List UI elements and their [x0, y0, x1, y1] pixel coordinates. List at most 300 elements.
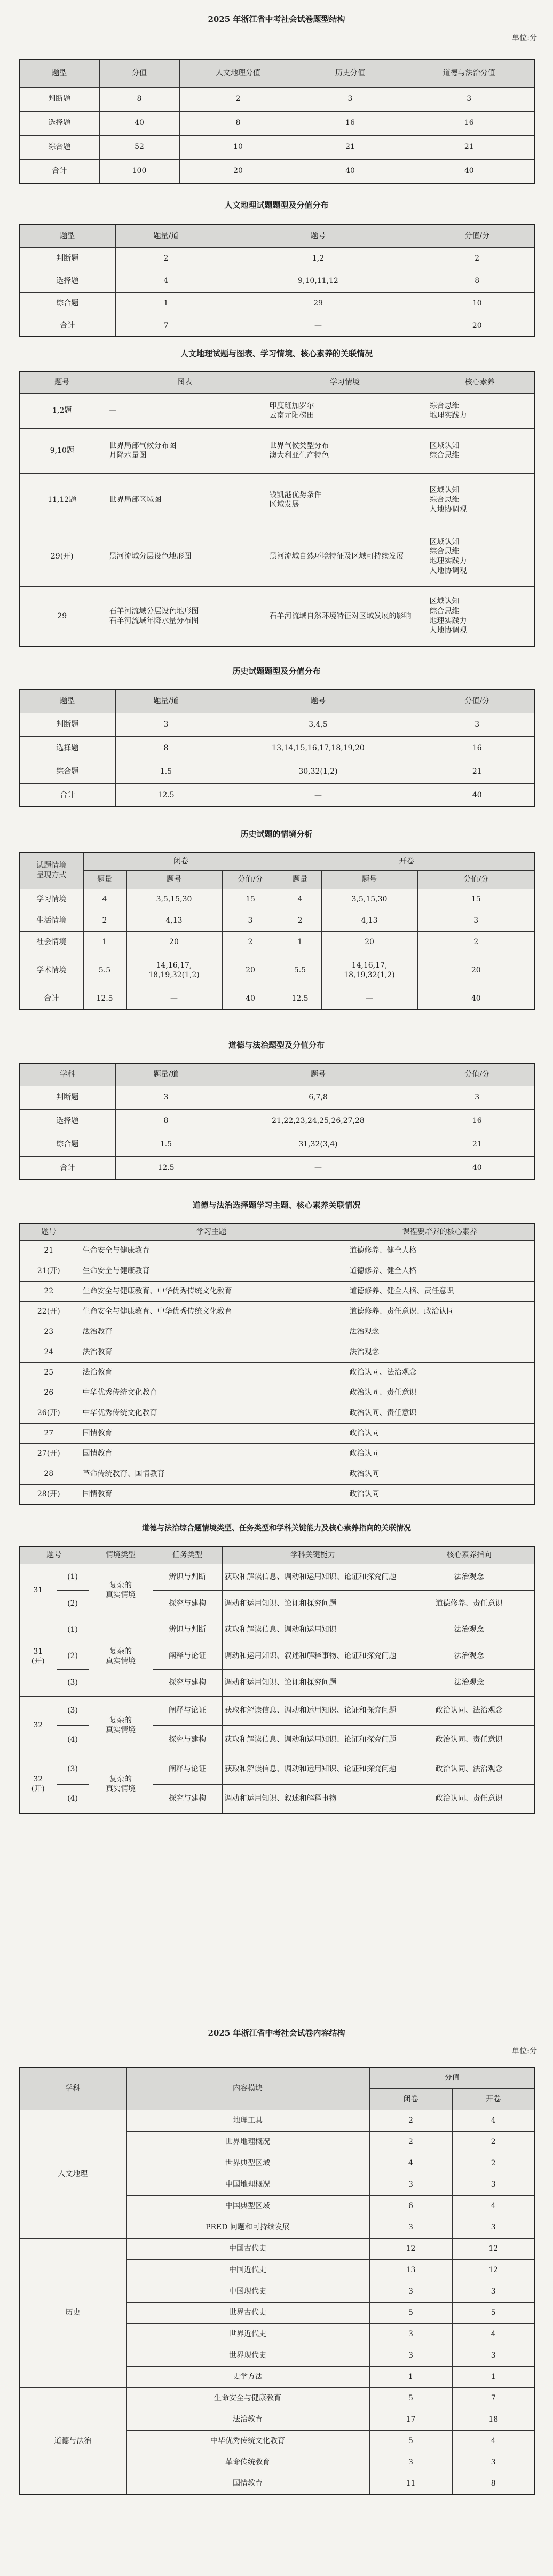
table-row [19, 315, 535, 337]
key-ability: 获取和解读信息、调动和运用知识、论证和探究问题 [222, 1564, 404, 1590]
score-cell: 2 [420, 247, 535, 270]
table-row [19, 1403, 535, 1423]
table-row [19, 393, 535, 428]
header-cell: 试题情境 呈现方式 [19, 852, 83, 889]
context-type: 复杂的 真实情境 [89, 1617, 153, 1696]
header-cell: 分值/分 [420, 689, 535, 713]
chart-cell: 黑河流域分层设色地形图 [105, 527, 265, 586]
module-cell: 地理工具 [126, 2110, 369, 2131]
literacy-cell: 综合思维 地理实践力 [425, 393, 535, 428]
table-row [19, 111, 535, 135]
number-cell: 22 [19, 1281, 78, 1301]
literacy-cell: 道德修养、健全人格 [345, 1261, 535, 1281]
sub-question: (2) [57, 1643, 89, 1669]
question-31-open: 31 (开) [19, 1617, 57, 1696]
table-row [19, 783, 535, 807]
header-cell: 题量/道 [115, 1063, 217, 1086]
closed-score-cell: 3 [369, 2345, 452, 2366]
number-cell: 27 [19, 1423, 78, 1443]
score-cell: 3 [420, 713, 535, 736]
count-cell: 12.5 [279, 988, 321, 1009]
table-row [19, 1086, 535, 1109]
topic-cell: 生命安全与健康教育、中华优秀传统文化教育 [78, 1301, 345, 1322]
number-cell: 25 [19, 1362, 78, 1383]
header-cell: 学习情境 [265, 372, 425, 393]
count-cell: 1.5 [115, 1133, 217, 1156]
chart-cell: 世界局部气候分布图 月降水量图 [105, 428, 265, 473]
number-cell: 29 [19, 586, 105, 646]
key-ability: 调动和运用知识、叙述和解释事物 [222, 1784, 404, 1813]
header-cell: 题号 [19, 372, 105, 393]
table-row [19, 1281, 535, 1301]
context-cell: 印度班加罗尔 云南元阳梯田 [265, 393, 425, 428]
task-type: 探究与建构 [153, 1725, 222, 1755]
core-literacy: 政治认同、责任意识 [404, 1784, 535, 1813]
closed-score-cell: 6 [369, 2195, 452, 2217]
context-cell: 学术情境 [19, 953, 83, 988]
closed-score-cell: 1 [369, 2366, 452, 2387]
number-cell: — [217, 783, 420, 807]
literacy-cell: 区域认知 综合思维 [425, 428, 535, 473]
type-cell: 判断题 [19, 713, 115, 736]
question-32: 32 [19, 1696, 57, 1755]
open-score-cell: 2 [452, 2153, 535, 2174]
number-cell: 23 [19, 1322, 78, 1342]
closed-score-cell: 13 [369, 2259, 452, 2281]
score-cell: 2 [417, 931, 535, 953]
table-row [19, 2238, 535, 2259]
number-cell: 3,5,15,30 [321, 889, 417, 910]
header-cell: 闭卷 [369, 2088, 452, 2110]
module-cell: 中华优秀传统文化教育 [126, 2430, 369, 2452]
number-cell: 1,2题 [19, 393, 105, 428]
number-cell: 14,16,17, 18,19,32(1,2) [126, 953, 222, 988]
score-cell: 21 [420, 1133, 535, 1156]
number-cell: 28(开) [19, 1484, 78, 1504]
header-open: 开卷 [279, 852, 535, 870]
context-cell: 钱凯港优势条件 区域发展 [265, 473, 425, 527]
score-cell: 10 [420, 292, 535, 315]
table-row [19, 292, 535, 315]
closed-score-cell: 2 [369, 2110, 452, 2131]
header-cell: 学科 [19, 2067, 126, 2110]
count-cell: 3 [115, 1086, 217, 1109]
header-cell: 分值 [369, 2067, 535, 2088]
header-cell: 分值 [99, 59, 179, 87]
table-row [19, 1383, 535, 1403]
count-cell: 4 [115, 270, 217, 292]
number-cell: 29(开) [19, 527, 105, 586]
score-cell: 15 [222, 889, 279, 910]
history-score-cell: 40 [297, 159, 404, 183]
header-cell: 题号 [19, 1546, 89, 1564]
count-cell: 2 [279, 910, 321, 931]
header-closed: 闭卷 [83, 852, 279, 870]
closed-score-cell: 3 [369, 2174, 452, 2195]
task-type: 探究与建构 [153, 1590, 222, 1617]
topic-cell: 国情教育 [78, 1423, 345, 1443]
number-cell: 28 [19, 1464, 78, 1484]
type-cell: 合计 [19, 159, 99, 183]
open-score-cell: 4 [452, 2323, 535, 2345]
literacy-cell: 政治认同 [345, 1443, 535, 1464]
question-32-open: 32 (开) [19, 1755, 57, 1813]
context-type: 复杂的 真实情境 [89, 1696, 153, 1755]
literacy-cell: 道德修养、责任意识、政治认同 [345, 1301, 535, 1322]
score-cell: 20 [420, 315, 535, 337]
header-cell: 题号 [19, 1223, 78, 1240]
number-cell: 9,10,11,12 [217, 270, 420, 292]
table-row [19, 135, 535, 159]
literacy-cell: 法治观念 [345, 1342, 535, 1362]
header-cell: 题号 [217, 225, 420, 247]
title-morality-comprehensive: 道德与法治综合题情境类型、任务类型和学科关键能力及核心素养指向的关联情况 [142, 1524, 411, 1533]
count-cell: 1 [279, 931, 321, 953]
table-history-types [19, 689, 535, 807]
table-row [19, 270, 535, 292]
number-cell: 27(开) [19, 1443, 78, 1464]
header-cell: 分值/分 [420, 225, 535, 247]
header-cell: 题号 [321, 870, 417, 889]
number-cell: 26 [19, 1383, 78, 1403]
number-cell: 22(开) [19, 1301, 78, 1322]
subject-geography: 人文地理 [19, 2110, 126, 2238]
key-ability: 获取和解读信息、调动和运用知识、论证和探究问题 [222, 1696, 404, 1725]
open-score-cell: 12 [452, 2259, 535, 2281]
history-score-cell: 16 [297, 111, 404, 135]
literacy-cell: 政治认同 [345, 1484, 535, 1504]
closed-score-cell: 3 [369, 2281, 452, 2302]
count-cell: 4 [83, 889, 126, 910]
table-row [19, 87, 535, 111]
sub-question: (3) [57, 1755, 89, 1784]
table-row [19, 473, 535, 527]
type-cell: 判断题 [19, 1086, 115, 1109]
open-score-cell: 1 [452, 2366, 535, 2387]
number-cell: 31,32(3,4) [217, 1133, 420, 1156]
header-cell: 题量 [83, 870, 126, 889]
module-cell: 革命传统教育 [126, 2452, 369, 2473]
task-type: 辨识与判断 [153, 1617, 222, 1643]
literacy-cell: 道德修养、健全人格、责任意识 [345, 1281, 535, 1301]
score-cell: 3 [420, 1086, 535, 1109]
score-cell: 21 [420, 760, 535, 783]
number-cell: 4,13 [321, 910, 417, 931]
table-row [19, 1109, 535, 1133]
number-cell: — [126, 988, 222, 1009]
unit-label: 单位:分 [512, 34, 537, 42]
closed-score-cell: 3 [369, 2452, 452, 2473]
number-cell: 24 [19, 1342, 78, 1362]
topic-cell: 生命安全与健康教育、中华优秀传统文化教育 [78, 1281, 345, 1301]
chart-cell: 世界局部区域图 [105, 473, 265, 527]
header-cell: 题号 [126, 870, 222, 889]
table-row [19, 1484, 535, 1504]
number-cell: 21 [19, 1240, 78, 1261]
topic-cell: 中华优秀传统文化教育 [78, 1383, 345, 1403]
context-cell: 世界气候类型分布 澳大利亚生产特色 [265, 428, 425, 473]
score-cell: 8 [99, 87, 179, 111]
question-31: 31 [19, 1564, 57, 1617]
sub-question: (3) [57, 1669, 89, 1696]
table-row [19, 1133, 535, 1156]
count-cell: 3 [115, 713, 217, 736]
type-cell: 判断题 [19, 87, 99, 111]
header-cell: 分值/分 [420, 1063, 535, 1086]
context-cell: 合计 [19, 988, 83, 1009]
key-ability: 调动和运用知识、论证和探究问题 [222, 1669, 404, 1696]
closed-score-cell: 2 [369, 2131, 452, 2153]
open-score-cell: 3 [452, 2281, 535, 2302]
number-cell: — [217, 1156, 420, 1180]
header-cell: 学科 [19, 1063, 115, 1086]
header-cell: 学习主题 [78, 1223, 345, 1240]
literacy-cell: 区域认知 综合思维 地理实践力 人地协调观 [425, 586, 535, 646]
table-row [19, 1322, 535, 1342]
table-geo-types [19, 224, 535, 337]
count-cell: 2 [115, 247, 217, 270]
score-cell: 100 [99, 159, 179, 183]
number-cell: 30,32(1,2) [217, 760, 420, 783]
module-cell: 中国地理概况 [126, 2174, 369, 2195]
header-cell: 题量/道 [115, 225, 217, 247]
table-row [19, 1362, 535, 1383]
module-cell: 世界近代史 [126, 2323, 369, 2345]
context-type: 复杂的 真实情境 [89, 1564, 153, 1617]
closed-score-cell: 5 [369, 2430, 452, 2452]
module-cell: 国情教育 [126, 2473, 369, 2494]
score-cell: 16 [420, 736, 535, 760]
count-cell: 5.5 [279, 953, 321, 988]
header-cell: 图表 [105, 372, 265, 393]
header-cell: 情境类型 [89, 1546, 153, 1564]
header-cell: 开卷 [452, 2088, 535, 2110]
table-row [19, 1443, 535, 1464]
type-cell: 合计 [19, 783, 115, 807]
open-score-cell: 4 [452, 2110, 535, 2131]
closed-score-cell: 3 [369, 2217, 452, 2238]
count-cell: 2 [83, 910, 126, 931]
table-row [19, 247, 535, 270]
open-score-cell: 12 [452, 2238, 535, 2259]
number-cell: — [217, 315, 420, 337]
history-score-cell: 3 [297, 87, 404, 111]
chart-cell: — [105, 393, 265, 428]
module-cell: 法治教育 [126, 2409, 369, 2430]
type-cell: 判断题 [19, 247, 115, 270]
subject-history: 历史 [19, 2238, 126, 2387]
task-type: 阐释与论证 [153, 1755, 222, 1784]
task-type: 阐释与论证 [153, 1643, 222, 1669]
number-cell: 20 [321, 931, 417, 953]
table-row [19, 931, 535, 953]
closed-score-cell: 17 [369, 2409, 452, 2430]
table-morality-choice [19, 1223, 535, 1505]
title-morality-types: 道德与法治题型及分值分布 [228, 1040, 325, 1050]
header-cell: 历史分值 [297, 59, 404, 87]
number-cell: 4,13 [126, 910, 222, 931]
type-cell: 综合题 [19, 760, 115, 783]
topic-cell: 生命安全与健康教育 [78, 1261, 345, 1281]
open-score-cell: 2 [452, 2131, 535, 2153]
topic-cell: 国情教育 [78, 1443, 345, 1464]
score-cell: 3 [222, 910, 279, 931]
title-history-context: 历史试题的情境分析 [240, 829, 313, 839]
number-cell: 13,14,15,16,17,18,19,20 [217, 736, 420, 760]
table-row [19, 1342, 535, 1362]
number-cell: 9,10题 [19, 428, 105, 473]
literacy-cell: 区域认知 综合思维 人地协调观 [425, 473, 535, 527]
number-cell: 21,22,23,24,25,26,27,28 [217, 1109, 420, 1133]
type-cell: 选择题 [19, 111, 99, 135]
open-score-cell: 18 [452, 2409, 535, 2430]
literacy-cell: 区域认知 综合思维 地理实践力 人地协调观 [425, 527, 535, 586]
sub-question: (2) [57, 1590, 89, 1617]
title-history-types: 历史试题题型及分值分布 [232, 666, 321, 676]
table-exam-structure [19, 59, 535, 184]
literacy-cell: 政治认同 [345, 1464, 535, 1484]
score-cell: 8 [420, 270, 535, 292]
number-cell: 26(开) [19, 1403, 78, 1423]
sub-question: (3) [57, 1696, 89, 1725]
number-cell: 3,5,15,30 [126, 889, 222, 910]
number-cell: 3,4,5 [217, 713, 420, 736]
topic-cell: 法治教育 [78, 1362, 345, 1383]
sub-question: (1) [57, 1564, 89, 1590]
table-row [19, 1464, 535, 1484]
chart-cell: 石羊河流域分层设色地形图 石羊河流域年降水量分布图 [105, 586, 265, 646]
title-exam-structure: 2025 年浙江省中考社会试卷题型结构 [208, 14, 345, 24]
type-cell: 综合题 [19, 1133, 115, 1156]
context-cell: 黑河流域自然环境特征及区域可持续发展 [265, 527, 425, 586]
open-score-cell: 3 [452, 2345, 535, 2366]
header-cell: 课程要培养的核心素养 [345, 1223, 535, 1240]
header-cell: 题号 [217, 689, 420, 713]
core-literacy: 道德修养、责任意识 [404, 1590, 535, 1617]
task-type: 阐释与论证 [153, 1696, 222, 1725]
closed-score-cell: 5 [369, 2302, 452, 2323]
history-score-cell: 21 [297, 135, 404, 159]
table-row [19, 1156, 535, 1180]
count-cell: 12.5 [115, 1156, 217, 1180]
title-content-structure: 2025 年浙江省中考社会试卷内容结构 [208, 2028, 345, 2038]
topic-cell: 法治教育 [78, 1322, 345, 1342]
morality-score-cell: 40 [404, 159, 535, 183]
header-cell: 题量 [279, 870, 321, 889]
table-row [19, 1261, 535, 1281]
module-cell: 中国古代史 [126, 2238, 369, 2259]
table-row [19, 159, 535, 183]
closed-score-cell: 11 [369, 2473, 452, 2494]
open-score-cell: 3 [452, 2452, 535, 2473]
score-cell: 15 [417, 889, 535, 910]
module-cell: 世界典型区域 [126, 2153, 369, 2174]
score-cell: 40 [99, 111, 179, 135]
table-row [19, 2110, 535, 2131]
context-cell: 学习情境 [19, 889, 83, 910]
header-cell: 核心素养 [425, 372, 535, 393]
key-ability: 调动和运用知识、叙述和解释事物、论证和探究问题 [222, 1643, 404, 1669]
key-ability: 获取和解读信息、调动和运用知识、论证和探究问题 [222, 1755, 404, 1784]
open-score-cell: 5 [452, 2302, 535, 2323]
number-cell: 29 [217, 292, 420, 315]
table-row [19, 1240, 535, 1261]
open-score-cell: 3 [452, 2217, 535, 2238]
module-cell: PRED 问题和可持续发展 [126, 2217, 369, 2238]
module-cell: 世界现代史 [126, 2345, 369, 2366]
type-cell: 选择题 [19, 736, 115, 760]
morality-score-cell: 21 [404, 135, 535, 159]
context-cell: 社会情境 [19, 931, 83, 953]
topic-cell: 国情教育 [78, 1484, 345, 1504]
count-cell: 12.5 [115, 783, 217, 807]
table-row [19, 760, 535, 783]
score-cell: 52 [99, 135, 179, 159]
core-literacy: 法治观念 [404, 1669, 535, 1696]
table-geo-relations [19, 371, 535, 647]
score-cell: 40 [420, 1156, 535, 1180]
context-cell: 石羊河流域自然环境特征对区域发展的影响 [265, 586, 425, 646]
score-cell: 3 [417, 910, 535, 931]
topic-cell: 法治教育 [78, 1342, 345, 1362]
table-row [19, 527, 535, 586]
sub-question: (1) [57, 1617, 89, 1643]
number-cell: 21(开) [19, 1261, 78, 1281]
type-cell: 选择题 [19, 1109, 115, 1133]
open-score-cell: 7 [452, 2387, 535, 2409]
module-cell: 中国典型区域 [126, 2195, 369, 2217]
key-ability: 获取和解读信息、调动和运用知识、论证和探究问题 [222, 1725, 404, 1755]
geo-score-cell: 20 [179, 159, 297, 183]
count-cell: 1.5 [115, 760, 217, 783]
table-row [19, 889, 535, 910]
number-cell: 11,12题 [19, 473, 105, 527]
subject-morality: 道德与法治 [19, 2387, 126, 2494]
count-cell: 1 [115, 292, 217, 315]
literacy-cell: 道德修养、健全人格 [345, 1240, 535, 1261]
header-cell: 内容模块 [126, 2067, 369, 2110]
topic-cell: 中华优秀传统文化教育 [78, 1403, 345, 1423]
morality-score-cell: 16 [404, 111, 535, 135]
sub-question: (4) [57, 1784, 89, 1813]
header-cell: 题量/道 [115, 689, 217, 713]
score-cell: 2 [222, 931, 279, 953]
header-cell: 学科关键能力 [222, 1546, 404, 1564]
table-morality-types [19, 1063, 535, 1180]
key-ability: 调动和运用知识、论证和探究问题 [222, 1590, 404, 1617]
module-cell: 中国近代史 [126, 2259, 369, 2281]
core-literacy: 政治认同、法治观念 [404, 1755, 535, 1784]
header-cell: 任务类型 [153, 1546, 222, 1564]
closed-score-cell: 12 [369, 2238, 452, 2259]
table-row [19, 2387, 535, 2409]
table-row [19, 1301, 535, 1322]
score-cell: 20 [222, 953, 279, 988]
count-cell: 1 [83, 931, 126, 953]
title-geo-relations: 人文地理试题与图表、学习情境、核心素养的关联情况 [180, 349, 373, 358]
open-score-cell: 4 [452, 2430, 535, 2452]
type-cell: 选择题 [19, 270, 115, 292]
unit-label: 单位:分 [512, 2047, 537, 2055]
header-cell: 道德与法治分值 [404, 59, 535, 87]
number-cell: 20 [126, 931, 222, 953]
count-cell: 7 [115, 315, 217, 337]
count-cell: 5.5 [83, 953, 126, 988]
literacy-cell: 法治观念 [345, 1322, 535, 1342]
task-type: 探究与建构 [153, 1669, 222, 1696]
header-cell: 核心素养指向 [404, 1546, 535, 1564]
header-cell: 题型 [19, 689, 115, 713]
